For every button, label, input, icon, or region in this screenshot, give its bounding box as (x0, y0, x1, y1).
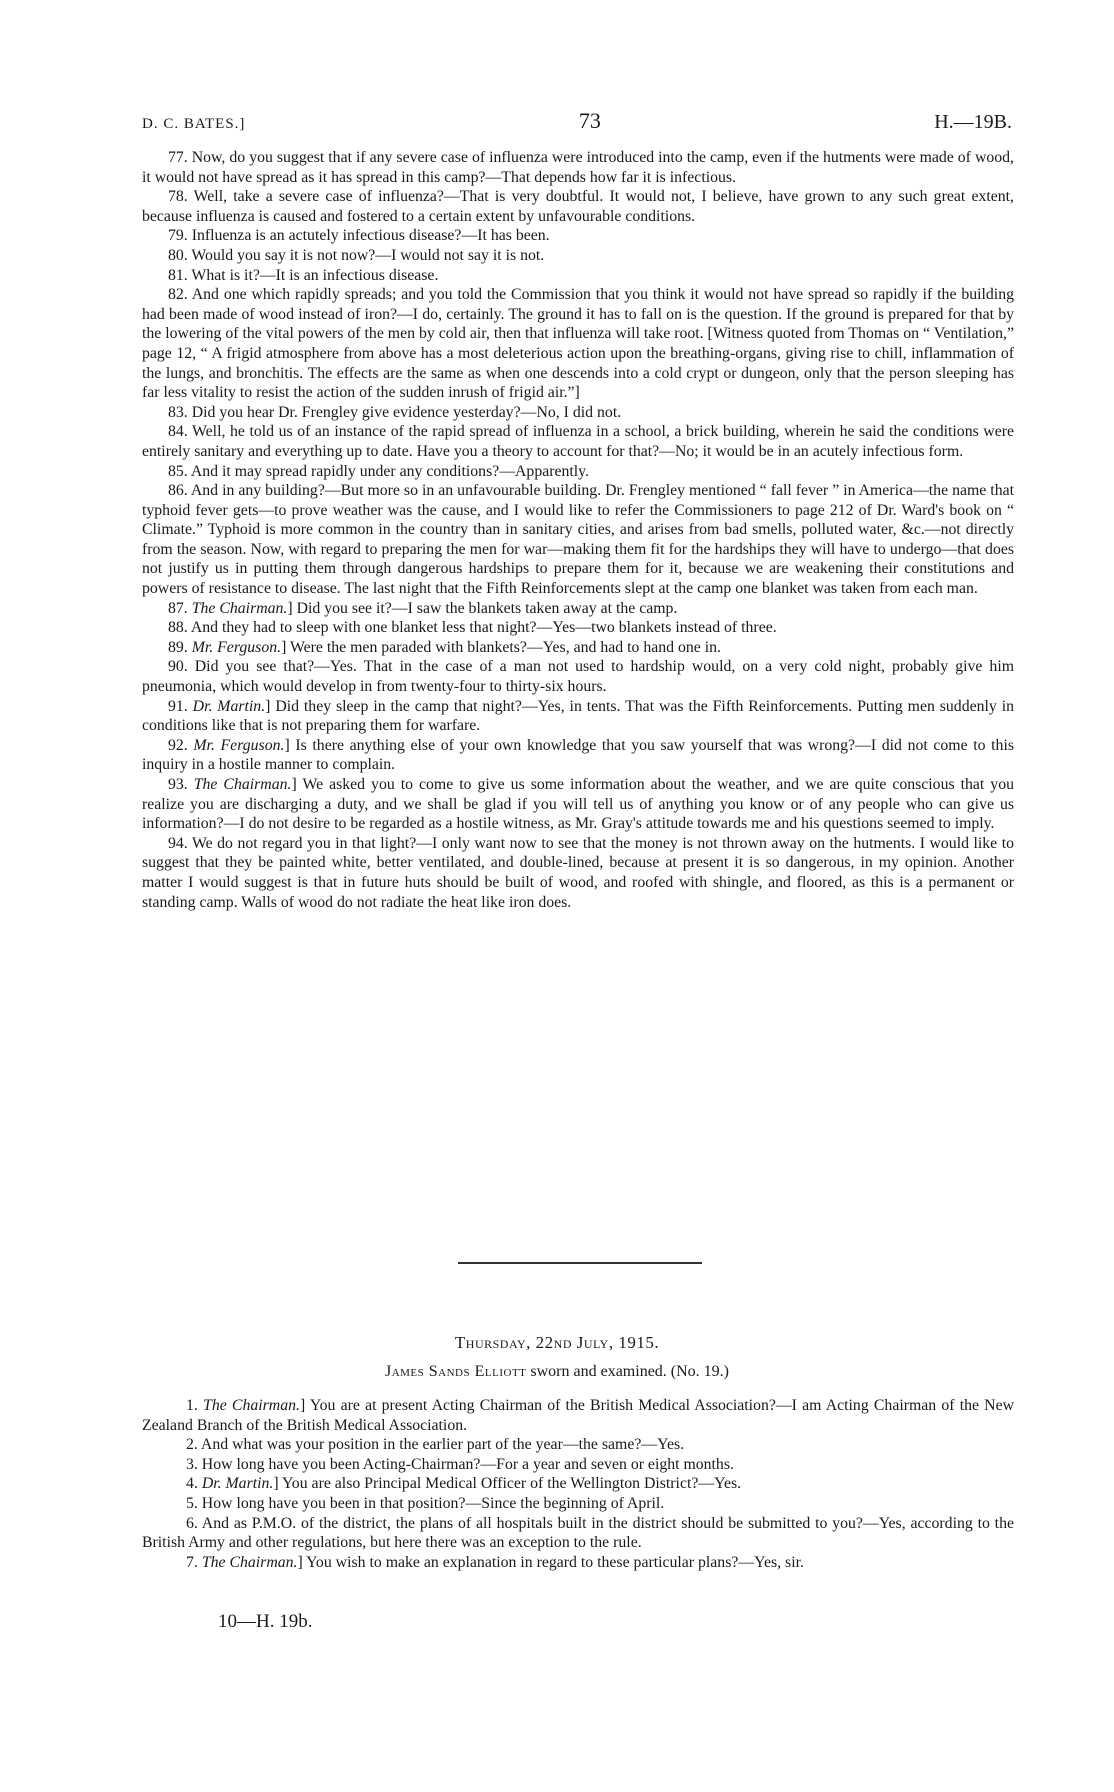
witness-heading (0, 1363, 1114, 1381)
speaker-label: The Chairman. (201, 1553, 298, 1571)
question-number: 7. (186, 1553, 198, 1571)
paragraph-82: 82. And one which rapidly spreads; and you told the Commission that you think it would not have spread so rapidly if the building had been made of wood instead of iron?—I do, certainly. The ground it has to fall on is the question. If the ground is prepared for that by the lowering of the vital powers of the men by cold air, then that influenza will take root. [Witness quoted from Thomas on “ Ventilation,” page 12, “ A frigid atmosphere from above has a most deleterious action upon the breathing-organs, giving rise to chill, inflammation of the lungs, and bronchitis. The effects are the same as when one descends into a cold crypt or dungeon, only that the person sleeping has far less vitality to resist the action of the sudden inrush of frigid air.”] (142, 286, 1014, 402)
paragraph-94: 94. We do not regard you in that light?—I only want now to see that the money is not thrown away on the hutments. I would like to suggest that they be painted white, better ventilated, and double-lined, because at present it is so dangerous, in my opinion. Another matter I would suggest is that in future huts should be built of wood, and roofed with shingle, and floored, as this is a permanent or standing camp. Walls of wood do not radiate the heat like iron does. (142, 834, 1014, 911)
paragraph-77: 77. Now, do you suggest that if any severe case of influenza were introduced into the camp, even if the hutments were made of wood, it would not have spread as it has spread in this camp?—That depends how far it is infectious. (142, 149, 1014, 186)
speaker-label: The Chairman. (191, 599, 288, 617)
question-number: 87. (168, 599, 188, 617)
paragraph-7: 7. The Chairman.] You wish to make an explanation in regard to these particular plans?—Yes, sir. (186, 1553, 804, 1571)
question-text: You wish to make an explanation in regard to these particular plans?—Yes, sir. (306, 1553, 804, 1571)
paragraph-79: 79. Influenza is an actutely infectious disease?—It has been. (168, 227, 550, 245)
speaker-label: Mr. Ferguson. (193, 736, 285, 754)
speaker-label: Dr. Martin. (192, 697, 266, 715)
paragraph-86: 86. And in any building?—But more so in an unfavourable building. Dr. Frengley mentioned “ fall fever ” in America—the name that typhoid fever gets—to prove weather was the cause, and I would like to refer the Commissioners to page 212 of Dr. Ward's book on “ Climate.” Typhoid is more common in the country than in sanitary cities, and arises from bad smells, polluted water, &c.—not directly from the season. Now, with regard to preparing the men for war—making them fit for the hardships they will have to undergo—that does not justify us in putting them through dangerous hardships to prepare them for it, because we are weakening their constitutions and powers of resistance to disease. The last night that the Fifth Reinforcements slept at the camp one blanket was taken from each man. (142, 482, 1014, 598)
evidence-text (142, 148, 1014, 912)
header-witness: D. C. BATES.] (142, 116, 246, 132)
question-number: 91. (168, 697, 188, 715)
paragraph-1: 1. The Chairman.] You are at present Acting Chairman of the British Medical Association?—I am Acting Chairman of the New Zealand Branch of the British Medical Association. (142, 1397, 1015, 1434)
question-number: 92. (168, 736, 188, 754)
witness-name: James Sands Elliott (384, 1363, 527, 1380)
speaker-label: The Chairman. (193, 776, 292, 793)
paragraph-78: 78. Well, take a severe case of influenza?—That is very doubtful. It would not, I believe, have grown to any such great extent, because influenza is caused and fostered to a certain extent by unfavourable conditions. (142, 188, 1014, 225)
question-text: We asked you to come to give us some information about the weather, and we are quite conscious that you realize you are discharging a duty, and we shall be glad if you will tell us of anything you know or of any people who can give us information?—I do not desire to be regarded as a hostile witness, as Mr. Gray's attitude towards me and his questions seemed to imply. (142, 776, 1014, 833)
paragraph-5: 5. How long have you been in that position?—Since the beginning of April. (186, 1494, 665, 1512)
paragraph-89: 89. Mr. Ferguson.] Were the men paraded with blankets?—Yes, and had to hand one in. (168, 638, 721, 656)
question-text: Did you see it?—I saw the blankets taken away at the camp. (296, 599, 678, 617)
question-number: 4. (186, 1475, 198, 1493)
signature-mark: 10—H. 19b. (218, 1611, 313, 1632)
speaker-label: Mr. Ferguson. (191, 638, 282, 656)
witness-status: sworn and examined. (No. 19.) (530, 1363, 730, 1380)
paragraph-84: 84. Well, he told us of an instance of the rapid spread of influenza in a school, a brick building, wherein he said the conditions were entirely sanitary and everything up to date. Have you a theory to account for that?—No; it would be in an acutely infectious form. (142, 423, 1014, 460)
question-text: You are also Principal Medical Officer of the Wellington District?—Yes. (281, 1475, 742, 1493)
paragraph-4: 4. Dr. Martin.] You are also Principal Medical Officer of the Wellington District?—Yes. (186, 1475, 742, 1493)
paragraph-91: 91. Dr. Martin.] Did they sleep in the camp that night?—Yes, in tents. That was the Fifth Reinforcements. Putting men suddenly in conditions like that is not preparing them for warfare. (142, 697, 1014, 735)
paragraph-88: 88. And they had to sleep with one blanket less that night?—Yes—two blankets instead of three. (168, 619, 777, 637)
question-number: 89. (168, 638, 188, 656)
page-header (142, 108, 1012, 134)
paragraph-6: 6. And as P.M.O. of the district, the plans of all hospitals built in the district should be submitted to you?—Yes, according to the British Army and other regulations, but here there was an exception to the rule. (142, 1514, 1014, 1552)
question-text: Did they sleep in the camp that night?—Yes, in tents. That was the Fifth Reinforcements. Putting men suddenly in conditions like that is not preparing them for warfare. (142, 697, 1014, 735)
section-date: Thursday, 22nd July, 1915. (454, 1333, 660, 1352)
page-number: 73 (578, 108, 601, 133)
paragraph-81: 81. What is it?—It is an infectious disease. (168, 266, 439, 284)
section-divider (458, 1262, 702, 1264)
question-text: Were the men paraded with blankets?—Yes, and had to hand one in. (290, 638, 721, 656)
paragraph-92: 92. Mr. Ferguson.] Is there anything else of your own knowledge that you saw yourself that was wrong?—I did not come to this inquiry in a hostile manner to complain. (142, 736, 1014, 774)
paragraph-93: 93. The Chairman.] We asked you to come to give us some information about the weather, and we are quite conscious that you realize you are discharging a duty, and we shall be glad if you will tell us of anything you know or of any people who can give us information?—I do not desire to be regarded as a hostile witness, as Mr. Gray's attitude towards me and his questions seemed to imply. (142, 776, 1014, 833)
question-number: 93. (168, 776, 188, 793)
speaker-label: The Chairman. (203, 1397, 300, 1414)
speaker-label: Dr. Martin. (201, 1475, 274, 1493)
paragraph-2: 2. And what was your position in the earlier part of the year—the same?—Yes. (186, 1436, 685, 1454)
question-number: 1. (186, 1397, 198, 1414)
question-text: Is there anything else of your own knowledge that you saw yourself that was wrong?—I did not come to this inquiry in a hostile manner to complain. (142, 736, 1014, 774)
paragraph-87: 87. The Chairman.] Did you see it?—I saw the blankets taken away at the camp. (168, 599, 678, 617)
paragraph-3: 3. How long have you been Acting-Chairman?—For a year and seven or eight months. (186, 1455, 734, 1473)
evidence-text-elliott (142, 1396, 1014, 1572)
question-text: You are at present Acting Chairman of the British Medical Association?—I am Acting Chairman of the New Zealand Branch of the British Medical Association. (142, 1397, 1015, 1434)
document-reference: H.—19B. (934, 111, 1012, 133)
paragraph-80: 80. Would you say it is not now?—I would not say it is not. (168, 246, 545, 264)
paragraph-85: 85. And it may spread rapidly under any conditions?—Apparently. (168, 462, 590, 480)
paragraph-90: 90. Did you see that?—Yes. That in the case of a man not used to hardship would, on a very cold night, probably give him pneumonia, which would develop in from twenty-four to thirty-six hours. (142, 658, 1014, 696)
paragraph-83: 83. Did you hear Dr. Frengley give evidence yesterday?—No, I did not. (168, 403, 622, 421)
